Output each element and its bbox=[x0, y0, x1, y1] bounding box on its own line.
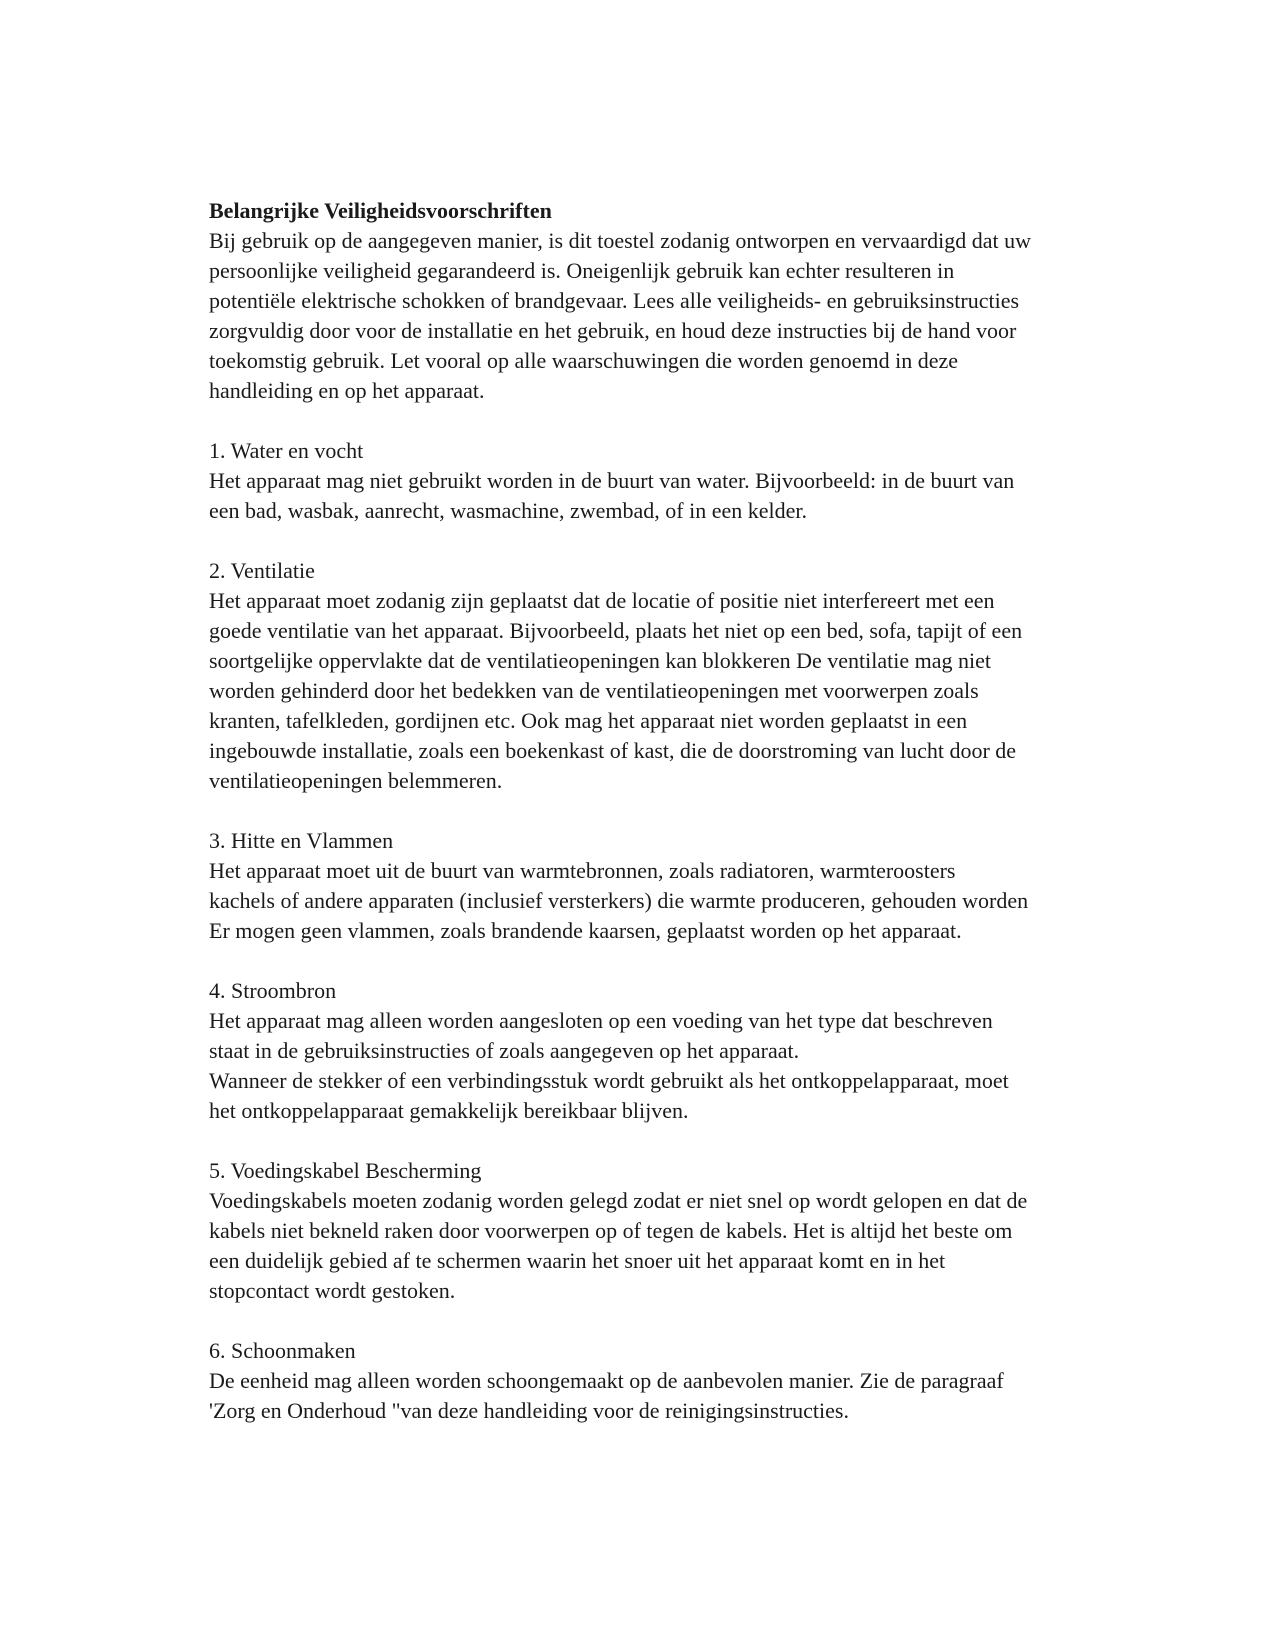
section-voedingskabel-bescherming bbox=[209, 1156, 1089, 1306]
section-line: De eenheid mag alleen worden schoongemaakt op de aanbevolen manier. Zie de paragraaf bbox=[209, 1368, 1004, 1393]
document-page bbox=[209, 196, 1089, 1426]
section-heading: 1. Water en vocht bbox=[209, 438, 364, 463]
section-line: Er mogen geen vlammen, zoals brandende kaarsen, geplaatst worden op het apparaat. bbox=[209, 918, 962, 943]
section-line: een duidelijk gebied af te schermen waarin het snoer uit het apparaat komt en in het bbox=[209, 1248, 946, 1273]
intro-line: Bij gebruik op de aangegeven manier, is dit toestel zodanig ontworpen en vervaardigd dat uw bbox=[209, 228, 1032, 253]
section-heading: 4. Stroombron bbox=[209, 978, 337, 1003]
section-line: Voedingskabels moeten zodanig worden gelegd zodat er niet snel op wordt gelopen en dat de bbox=[209, 1188, 1028, 1213]
page-title: Belangrijke Veiligheidsvoorschriften bbox=[209, 198, 552, 223]
section-ventilatie bbox=[209, 556, 1089, 796]
intro-line: persoonlijke veiligheid gegarandeerd is. Oneigenlijk gebruik kan echter resulteren in bbox=[209, 258, 955, 283]
section-heading: 3. Hitte en Vlammen bbox=[209, 828, 394, 853]
intro-paragraph bbox=[209, 226, 1089, 406]
intro-line: zorgvuldig door voor de installatie en het gebruik, en houd deze instructies bij de hand voor bbox=[209, 318, 1017, 343]
section-line: staat in de gebruiksinstructies of zoals aangegeven op het apparaat. bbox=[209, 1038, 800, 1063]
intro-line: handleiding en op het apparaat. bbox=[209, 378, 485, 403]
section-line: een bad, wasbak, aanrecht, wasmachine, zwembad, of in een kelder. bbox=[209, 498, 808, 523]
section-heading: 5. Voedingskabel Bescherming bbox=[209, 1158, 482, 1183]
intro-line: toekomstig gebruik. Let vooral op alle waarschuwingen die worden genoemd in deze bbox=[209, 348, 958, 373]
section-line: goede ventilatie van het apparaat. Bijvoorbeeld, plaats het niet op een bed, sofa, tapijt of een bbox=[209, 618, 1023, 643]
section-line: 'Zorg en Onderhoud "van deze handleiding voor de reinigingsinstructies. bbox=[209, 1398, 849, 1423]
section-line: Wanneer de stekker of een verbindingsstuk wordt gebruikt als het ontkoppelapparaat, moet bbox=[209, 1068, 1009, 1093]
section-line: kranten, tafelkleden, gordijnen etc. Ook mag het apparaat niet worden geplaatst in een bbox=[209, 708, 968, 733]
section-line: soortgelijke oppervlakte dat de ventilatieopeningen kan blokkeren De ventilatie mag niet bbox=[209, 648, 991, 673]
section-stroombron bbox=[209, 976, 1089, 1126]
section-line: het ontkoppelapparaat gemakkelijk bereikbaar blijven. bbox=[209, 1098, 689, 1123]
section-line: Het apparaat moet zodanig zijn geplaatst dat de locatie of positie niet interfereert met een bbox=[209, 588, 995, 613]
section-line: stopcontact wordt gestoken. bbox=[209, 1278, 456, 1303]
section-schoonmaken bbox=[209, 1336, 1089, 1426]
section-heading: 2. Ventilatie bbox=[209, 558, 315, 583]
section-line: kachels of andere apparaten (inclusief versterkers) die warmte produceren, gehouden worden bbox=[209, 888, 1029, 913]
section-water-en-vocht bbox=[209, 436, 1089, 526]
section-line: Het apparaat mag niet gebruikt worden in de buurt van water. Bijvoorbeeld: in de buurt van bbox=[209, 468, 1015, 493]
section-line: ventilatieopeningen belemmeren. bbox=[209, 768, 503, 793]
section-line: worden gehinderd door het bedekken van de ventilatieopeningen met voorwerpen zoals bbox=[209, 678, 979, 703]
section-line: kabels niet bekneld raken door voorwerpen op of tegen de kabels. Het is altijd het beste om bbox=[209, 1218, 1013, 1243]
intro-line: potentiële elektrische schokken of brandgevaar. Lees alle veiligheids- en gebruiksinstructies bbox=[209, 288, 1020, 313]
section-heading: 6. Schoonmaken bbox=[209, 1338, 356, 1363]
section-hitte-en-vlammen bbox=[209, 826, 1089, 946]
section-line: Het apparaat moet uit de buurt van warmtebronnen, zoals radiatoren, warmteroosters bbox=[209, 858, 956, 883]
section-line: Het apparaat mag alleen worden aangesloten op een voeding van het type dat beschreven bbox=[209, 1008, 993, 1033]
section-line: ingebouwde installatie, zoals een boekenkast of kast, die de doorstroming van lucht door de bbox=[209, 738, 1017, 763]
